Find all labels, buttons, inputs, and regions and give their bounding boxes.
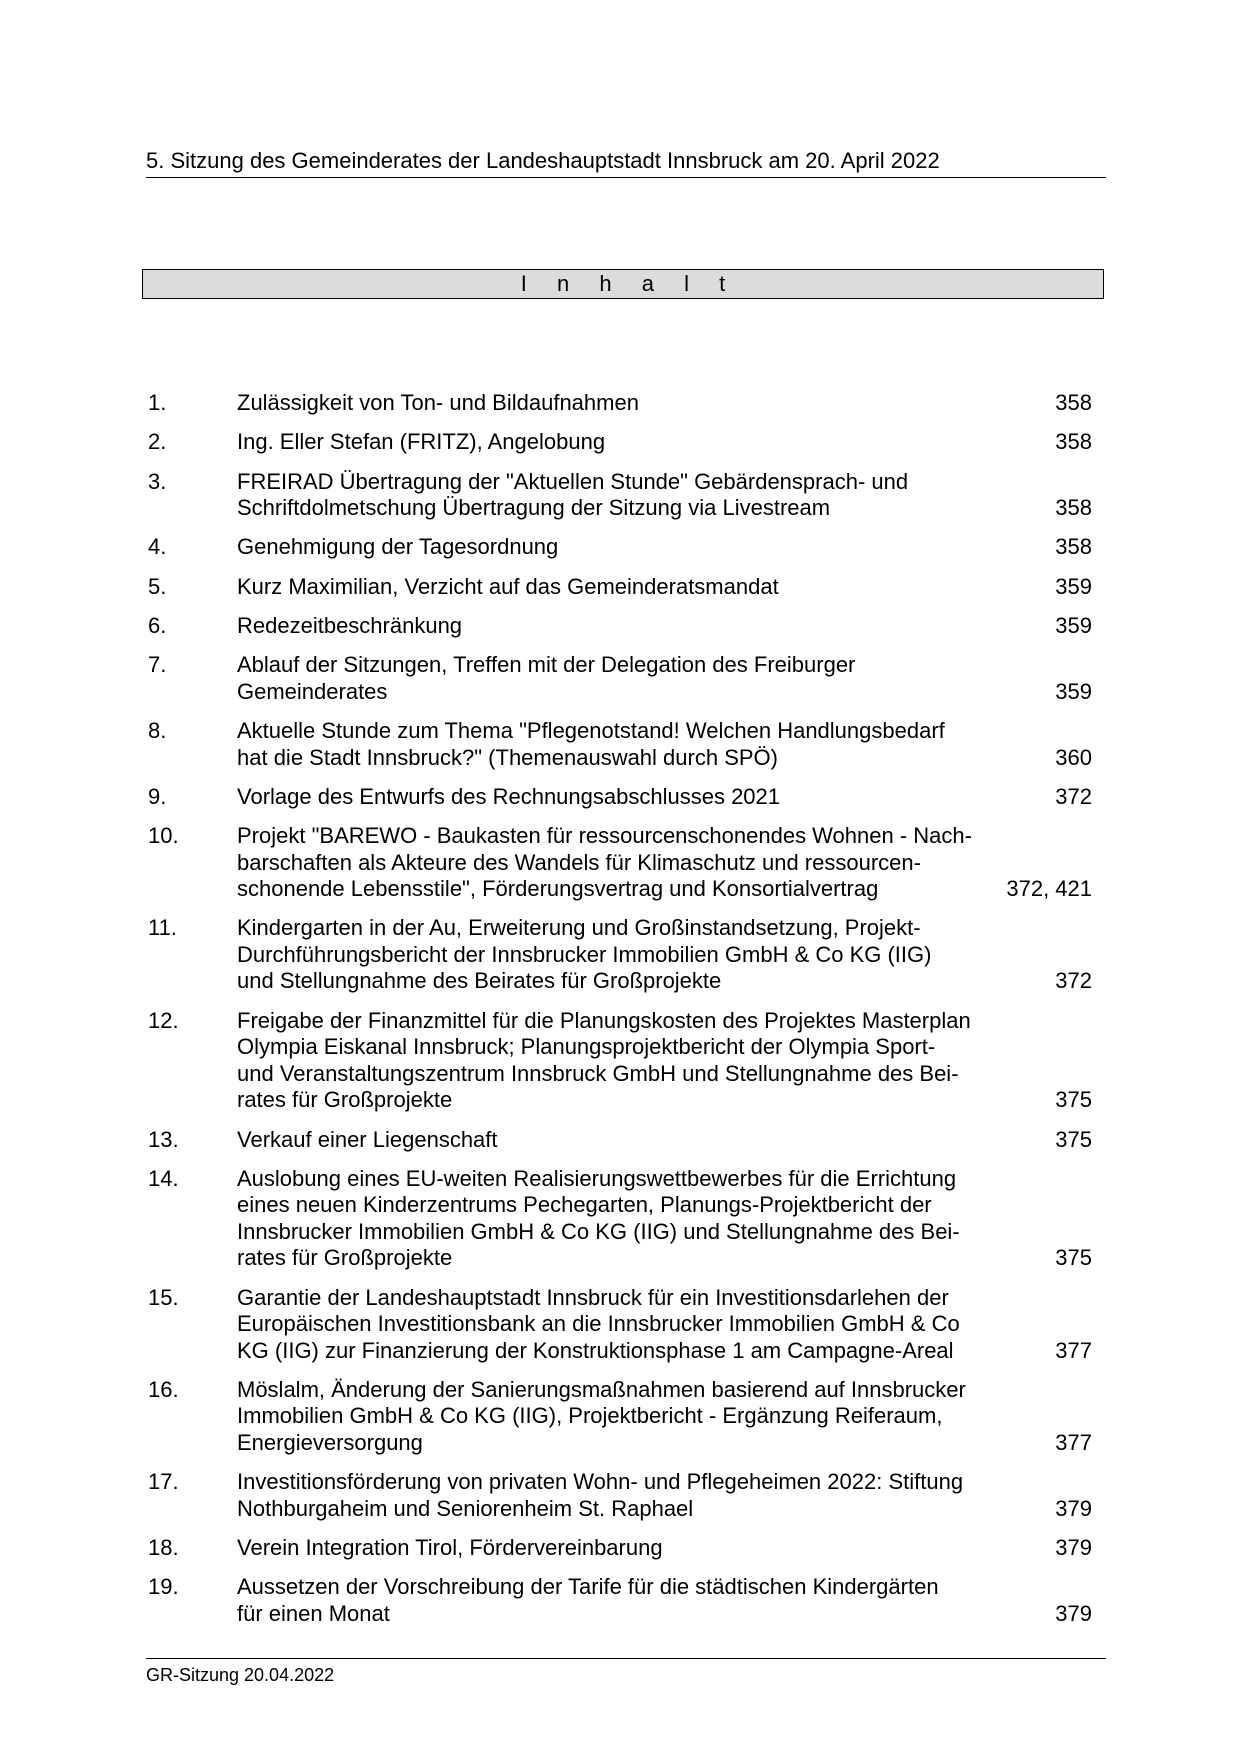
toc-item-page: 377 bbox=[1055, 1337, 1092, 1363]
toc-item-title bbox=[237, 1574, 1027, 1627]
toc-item-title bbox=[237, 429, 1027, 456]
toc-item bbox=[148, 613, 1092, 640]
toc-item bbox=[148, 1574, 1092, 1627]
toc-item bbox=[148, 1535, 1092, 1562]
toc-item-title bbox=[237, 784, 1027, 811]
toc-item-title-line: Ablauf der Sitzungen, Treffen mit der Delegation des Freiburger bbox=[237, 652, 856, 678]
toc-item bbox=[148, 429, 1092, 456]
toc-item-title bbox=[237, 613, 1027, 640]
toc-item-title-line: hat die Stadt Innsbruck?" (Themenauswahl durch SPÖ) bbox=[237, 744, 778, 770]
toc-item-title-line: FREIRAD Übertragung der "Aktuellen Stunde" Gebärdensprach- und bbox=[237, 468, 909, 494]
toc-item-page: 359 bbox=[1055, 678, 1092, 704]
toc-item bbox=[148, 1285, 1092, 1365]
toc-item-number: 16. bbox=[148, 1376, 179, 1402]
toc-item bbox=[148, 1166, 1092, 1272]
toc-item-title-line: Schriftdolmetschung Übertragung der Sitzung via Livestream bbox=[237, 495, 831, 521]
toc-item bbox=[148, 823, 1092, 903]
toc-item-page: 358 bbox=[1055, 390, 1092, 415]
toc-item-page: 372 bbox=[1055, 783, 1092, 809]
toc-item-title bbox=[237, 823, 1027, 903]
table-of-contents bbox=[148, 390, 1092, 1640]
toc-item-title-line: barschaften als Akteure des Wandels für Klimaschutz und ressourcen- bbox=[237, 849, 921, 875]
toc-item-title-line: Innsbrucker Immobilien GmbH & Co KG (IIG) und Stellungnahme des Bei- bbox=[237, 1218, 960, 1244]
toc-item-number: 4. bbox=[148, 534, 167, 560]
toc-item-number: 11. bbox=[148, 915, 177, 941]
toc-item-number: 8. bbox=[148, 718, 167, 744]
toc-item-title-line: Freigabe der Finanzmittel für die Planungskosten des Projektes Masterplan bbox=[237, 1007, 971, 1033]
toc-item bbox=[148, 469, 1092, 522]
toc-item-page: 359 bbox=[1055, 573, 1092, 599]
toc-item-number: 15. bbox=[148, 1284, 179, 1310]
toc-item-title-line: Auslobung eines EU-weiten Realisierungswettbewerbes für die Errichtung bbox=[237, 1165, 957, 1191]
toc-item-title bbox=[237, 574, 1027, 601]
toc-item-title bbox=[237, 1535, 1027, 1562]
toc-item-title-line: Garantie der Landeshauptstadt Innsbruck für ein Investitionsdarlehen der bbox=[237, 1284, 949, 1310]
toc-item bbox=[148, 390, 1092, 417]
toc-item-title-line: Nothburgaheim und Seniorenheim St. Raphael bbox=[237, 1495, 694, 1521]
toc-item-title-line: Aussetzen der Vorschreibung der Tarife für die städtischen Kindergärten bbox=[237, 1574, 939, 1600]
toc-item bbox=[148, 652, 1092, 705]
toc-item-title-line: Immobilien GmbH & Co KG (IIG), Projektbericht - Ergänzung Reiferaum, bbox=[237, 1403, 943, 1429]
toc-item-title bbox=[237, 1469, 1027, 1522]
contents-heading-box bbox=[142, 269, 1104, 299]
toc-item bbox=[148, 1377, 1092, 1457]
toc-item-title-line: Kurz Maximilian, Verzicht auf das Gemeinderatsmandat bbox=[237, 573, 779, 599]
toc-item-number: 18. bbox=[148, 1535, 179, 1561]
toc-item-number: 3. bbox=[148, 468, 167, 494]
toc-item-title-line: Verkauf einer Liegenschaft bbox=[237, 1126, 498, 1152]
toc-item-title bbox=[237, 534, 1027, 561]
toc-item bbox=[148, 915, 1092, 995]
toc-item bbox=[148, 1127, 1092, 1154]
contents-heading: I n h a l t bbox=[520, 271, 738, 296]
toc-item bbox=[148, 1469, 1092, 1522]
toc-item-title-line: Möslalm, Änderung der Sanierungsmaßnahmen basierend auf Innsbrucker bbox=[237, 1376, 966, 1402]
toc-item-title bbox=[237, 1377, 1027, 1457]
toc-item-title-line: Verein Integration Tirol, Fördervereinbarung bbox=[237, 1535, 663, 1561]
toc-item-title-line: Aktuelle Stunde zum Thema "Pflegenotstand! Welchen Handlungsbedarf bbox=[237, 718, 945, 744]
toc-item-page: 375 bbox=[1055, 1245, 1092, 1271]
toc-item-page: 375 bbox=[1055, 1087, 1092, 1113]
toc-item-page: 358 bbox=[1055, 495, 1092, 521]
toc-item-page: 379 bbox=[1055, 1495, 1092, 1521]
toc-item-title-line: Energieversorgung bbox=[237, 1429, 423, 1455]
toc-item bbox=[148, 534, 1092, 561]
toc-item-title-line: Zulässigkeit von Ton- und Bildaufnahmen bbox=[237, 390, 639, 415]
toc-item-number: 9. bbox=[148, 783, 167, 809]
toc-item-title-line: rates für Großprojekte bbox=[237, 1087, 453, 1113]
toc-item-title-line: Genehmigung der Tagesordnung bbox=[237, 534, 559, 560]
toc-item-number: 13. bbox=[148, 1126, 179, 1152]
toc-item-page: 372 bbox=[1055, 968, 1092, 994]
toc-item-title bbox=[237, 652, 1027, 705]
toc-item-title-line: schonende Lebensstile", Förderungsvertrag und Konsortialvertrag bbox=[237, 876, 879, 902]
toc-item bbox=[148, 574, 1092, 601]
toc-item bbox=[148, 784, 1092, 811]
toc-item bbox=[148, 1008, 1092, 1114]
toc-item-title bbox=[237, 469, 1027, 522]
toc-item-number: 5. bbox=[148, 573, 167, 599]
toc-item-title bbox=[237, 718, 1027, 771]
toc-item-title-line: Olympia Eiskanal Innsbruck; Planungsprojektbericht der Olympia Sport- bbox=[237, 1034, 936, 1060]
toc-item-page: 358 bbox=[1055, 429, 1092, 455]
toc-item-title-line: Projekt "BAREWO - Baukasten für ressourcenschonendes Wohnen - Nach- bbox=[237, 823, 972, 849]
toc-item-title bbox=[237, 1008, 1027, 1114]
toc-item-page: 379 bbox=[1055, 1600, 1092, 1626]
toc-item-title-line: rates für Großprojekte bbox=[237, 1245, 453, 1271]
toc-item-title-line: und Veranstaltungszentrum Innsbruck GmbH und Stellungnahme des Bei- bbox=[237, 1060, 959, 1086]
toc-item-page: 379 bbox=[1055, 1535, 1092, 1561]
toc-item-title bbox=[237, 390, 1027, 417]
page-footer: GR-Sitzung 20.04.2022 bbox=[146, 1658, 1106, 1686]
toc-item-number: 1. bbox=[148, 390, 167, 415]
toc-item-page: 372, 421 bbox=[1006, 876, 1092, 902]
toc-item-page: 360 bbox=[1055, 744, 1092, 770]
toc-item-title-line: eines neuen Kinderzentrums Pechegarten, Planungs-Projektbericht der bbox=[237, 1192, 932, 1218]
toc-item-title-line: Ing. Eller Stefan (FRITZ), Angelobung bbox=[237, 429, 606, 455]
toc-item-title bbox=[237, 915, 1027, 995]
toc-item-title-line: KG (IIG) zur Finanzierung der Konstruktionsphase 1 am Campagne-Areal bbox=[237, 1337, 954, 1363]
toc-item-number: 12. bbox=[148, 1007, 179, 1033]
toc-item-title-line: Vorlage des Entwurfs des Rechnungsabschlusses 2021 bbox=[237, 783, 781, 809]
toc-item-number: 6. bbox=[148, 612, 167, 638]
toc-item-number: 19. bbox=[148, 1574, 179, 1600]
toc-item-title-line: Europäischen Investitionsbank an die Innsbrucker Immobilien GmbH & Co bbox=[237, 1311, 960, 1337]
toc-item-title-line: Durchführungsbericht der Innsbrucker Immobilien GmbH & Co KG (IIG) bbox=[237, 941, 932, 967]
toc-item-number: 2. bbox=[148, 429, 167, 455]
toc-item-number: 17. bbox=[148, 1469, 179, 1495]
toc-item-title-line: für einen Monat bbox=[237, 1600, 390, 1626]
toc-item-title bbox=[237, 1127, 1027, 1154]
toc-item-page: 375 bbox=[1055, 1126, 1092, 1152]
toc-item-title-line: Redezeitbeschränkung bbox=[237, 612, 463, 638]
toc-item-number: 14. bbox=[148, 1165, 179, 1191]
toc-item-page: 377 bbox=[1055, 1429, 1092, 1455]
toc-item-title bbox=[237, 1285, 1027, 1365]
toc-item-page: 358 bbox=[1055, 534, 1092, 560]
toc-item-number: 10. bbox=[148, 823, 179, 849]
toc-item-title-line: Kindergarten in der Au, Erweiterung und Großinstandsetzung, Projekt- bbox=[237, 915, 921, 941]
toc-item-title-line: und Stellungnahme des Beirates für Großprojekte bbox=[237, 968, 722, 994]
toc-item-title bbox=[237, 1166, 1027, 1272]
page-header: 5. Sitzung des Gemeinderates der Landeshauptstadt Innsbruck am 20. April 2022 bbox=[146, 148, 1106, 178]
toc-item-title-line: Gemeinderates bbox=[237, 678, 388, 704]
toc-item-title-line: Investitionsförderung von privaten Wohn- und Pflegeheimen 2022: Stiftung bbox=[237, 1469, 964, 1495]
toc-item-page: 359 bbox=[1055, 612, 1092, 638]
toc-item-number: 7. bbox=[148, 652, 167, 678]
toc-item bbox=[148, 718, 1092, 771]
